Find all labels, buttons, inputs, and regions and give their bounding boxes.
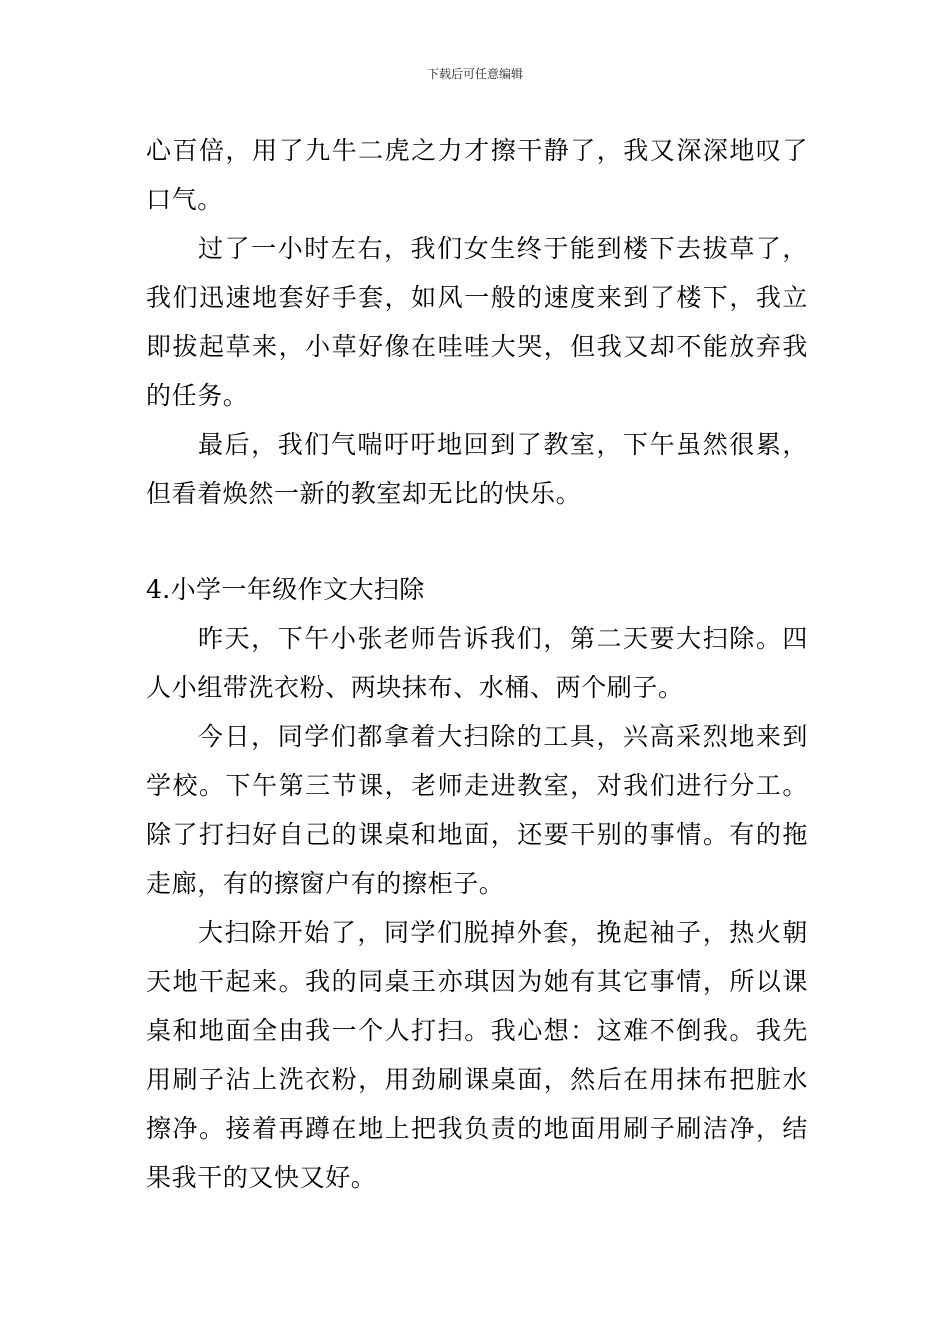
section-gap bbox=[146, 518, 808, 565]
paragraph: 过了一小时左右，我们女生终于能到楼下去拔草了，我们迅速地套好手套，如风一般的速度来到了楼下，我立即拔起草来，小草好像在哇哇大哭，但我又却不能放弃我的任务。 bbox=[146, 234, 808, 410]
paragraph: 最后，我们气喘吁吁地回到了教室，下午虽然很累，但看着焕然一新的教室却无比的快乐。 bbox=[146, 430, 808, 508]
paragraph: 昨天，下午小张老师告诉我们，第二天要大扫除。四人小组带洗衣粉、两块抹布、水桶、两个刷子。 bbox=[146, 624, 808, 702]
paragraph: 大扫除开始了，同学们脱掉外套，挽起袖子，热火朝天地干起来。我的同桌王亦琪因为她有其它事情，所以课桌和地面全由我一个人打扫。我心想：这难不倒我。我先用刷子沾上洗衣粉，用劲刷课桌面，然后在用抹布把脏水擦净。接着再蹲在地上把我负责的地面用刷子刷洁净，结果我干的又快又好。 bbox=[146, 918, 808, 1192]
page-header-note: 下载后可任意编辑 bbox=[426, 67, 523, 81]
section-heading: 4.小学一年级作文大扫除 bbox=[146, 575, 425, 604]
paragraph-continuation: 心百倍，用了九牛二虎之力才擦干静了，我又深深地叹了口气。 bbox=[146, 136, 808, 214]
paragraph: 今日，同学们都拿着大扫除的工具，兴高采烈地来到学校。下午第三节课，老师走进教室，对我们进行分工。除了打扫好自己的课桌和地面，还要干别的事情。有的拖走廊，有的擦窗户有的擦柜子。 bbox=[146, 722, 808, 898]
document-body bbox=[146, 126, 808, 1202]
